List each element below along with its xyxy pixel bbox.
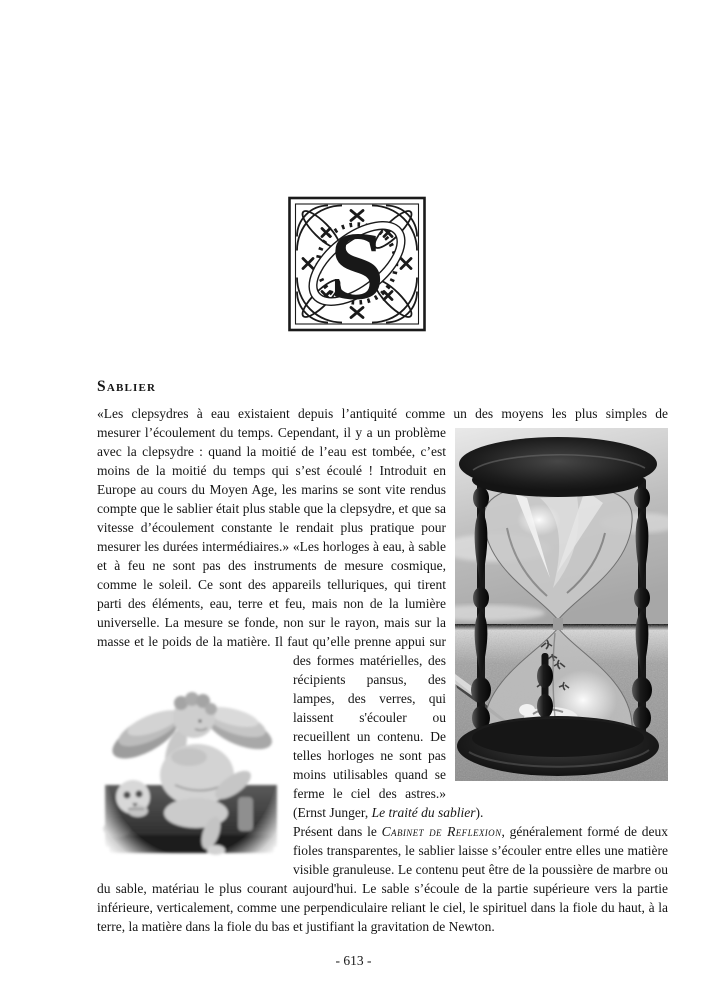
paragraph-flow xyxy=(97,423,668,936)
cherub-statue-image xyxy=(97,657,287,862)
cherub-statue-photo xyxy=(97,657,287,862)
hourglass-top-disc xyxy=(459,437,657,497)
hourglass-base xyxy=(457,716,659,776)
ornamental-initial-s-icon xyxy=(288,196,426,332)
initial-letter-glyph: S xyxy=(329,212,385,321)
cited-book-title: Le traité du sablier xyxy=(371,805,476,820)
smallcaps-term: Cabinet de Reflexion xyxy=(381,824,502,839)
paragraph-part2: mesurer l’écoulement du temps. Cependant, il y a un problème avec la clepsydre : quand la moitié de l’eau est tombée, c’est moins de la moitié du temps qui s’est écoulé ! Introduit en Europe au cours du Moyen Age, les marins se sont vite rendus compte que le sablier était plus stable que la clepsydre, et que sa vitesse d’écoulement constante le rendait plus pratique pour mesurer les durées intermédiaires.» «Les horloges à eau, à sable et à feu ne sont pas des instruments de mesure cosmique, comme le soleil. Ce sont des appareils telluriques, qui tirent parti des éléments, eau, terre et feu, mais non de la lumière universelle. La mesure se fonde, non sur le rayon, mais sur la masse et le poids de la matière. Il faut qu’elle prenne appui sur xyxy=(97,425,446,649)
hourglass-photo-image xyxy=(455,428,668,781)
entry-heading: Sablier xyxy=(97,378,157,395)
paragraph-part3: des formes matérielles, des récipients pansus, des lampes, des verres, qui laissent s'écouler ou recueillent un contenu. De telles horloges ne sont pas moins utilisables quand se ferme le ciel des astres.» (Ernst Junger, xyxy=(293,653,446,820)
ornamental-initial-block xyxy=(288,196,426,332)
entry-body xyxy=(97,404,668,936)
paragraph-part4-lead: Présent dans le xyxy=(293,824,382,839)
paragraph-first-line: «Les clepsydres à eau existaient depuis l’antiquité comme un des moyens les plus simples de xyxy=(97,406,668,421)
text-column xyxy=(97,378,668,936)
paragraph-part4-rest: , généralement formé de deux fioles transparentes, le sablier laisse s’écouler entre elles une matière visible granuleuse. Le contenu peut être de la poussière de marbre ou du sable, matériau le plus courant aujourd'hui. Le sable s’écoule de la partie supérieure vers la partie inférieure, verticalement, comme une perpendiculaire reliant le ciel, le spirituel dans la fiole du haut, à la terre, la matière dans la fiole du bas et justifiant la gravitation de Newton. xyxy=(97,824,668,934)
page-number: - 613 - xyxy=(335,953,372,968)
hourglass-photo xyxy=(455,428,668,781)
paragraph-after-italic: ). xyxy=(475,805,484,820)
